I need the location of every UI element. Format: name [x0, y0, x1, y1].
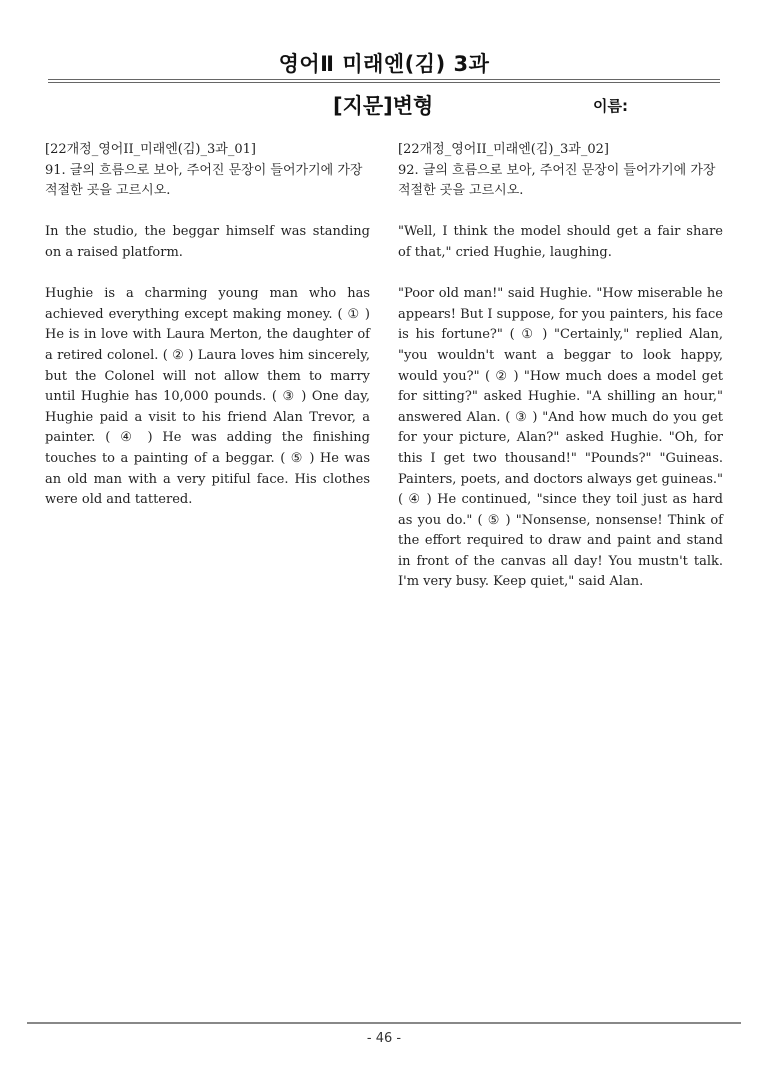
question-92	[398, 140, 723, 593]
question-prompt: 92. 글의 흐름으로 보아, 주어진 문장이 들어가기에 가장 적절한 곳을 고르시오.	[398, 162, 716, 199]
worksheet-subtitle: [지문]변형	[333, 94, 434, 118]
passage-text: Hughie is a charming young man who has achieved everything except making money. ( ① ) He is in love with Laura Merton, the daughter of a retired colonel. ( ② ) Laura loves him sincerely, but the Colonel will not allow them to marry until Hughie has 10,000 pounds. ( ③ ) One day, Hughie paid a visit to his friend Alan Trevor, a painter. ( ④ ) He was adding the finishing touches to a painting of a beggar. ( ⑤ ) He was an old man with a very pitiful face. His clothes were old and tattered.	[45, 286, 370, 508]
question-prompt: 91. 글의 흐름으로 보아, 주어진 문장이 들어가기에 가장 적절한 곳을 고르시오.	[45, 162, 363, 199]
worksheet-title: 영어Ⅱ 미래엔(김) 3과	[278, 52, 490, 76]
footer-divider	[27, 1022, 741, 1024]
question-91	[45, 140, 370, 511]
header-divider	[48, 79, 720, 83]
name-field-label: 이름:	[593, 97, 628, 115]
page-number: - 46 -	[366, 1031, 402, 1046]
given-sentence: "Well, I think the model should get a fair share of that," cried Hughie, laughing.	[398, 224, 723, 260]
question-code: [22개정_영어II_미래엔(김)_3과_02]	[398, 142, 609, 157]
given-sentence: In the studio, the beggar himself was standing on a raised platform.	[45, 224, 370, 260]
passage-text: "Poor old man!" said Hughie. "How miserable he appears! But I suppose, for you painters, his face is his fortune?" ( ① ) "Certainly," replied Alan, "you wouldn't want a beggar to look happy, would you?" ( ② ) "How much does a model get for sitting?" asked Hughie. "A shilling an hour," answered Alan. ( ③ ) "And how much do you get for your picture, Alan?" asked Hughie. "Oh, for this I get two thousand!" "Pounds?" "Guineas. Painters, poets, and doctors always get guineas." ( ④ ) He continued, "since they toil just as hard as you do." ( ⑤ ) "Nonsense, nonsense! Think of the effort required to draw and paint and stand in front of the canvas all day! You mustn't talk. I'm very busy. Keep quiet," said Alan.	[398, 286, 723, 590]
question-code: [22개정_영어II_미래엔(김)_3과_01]	[45, 142, 256, 157]
